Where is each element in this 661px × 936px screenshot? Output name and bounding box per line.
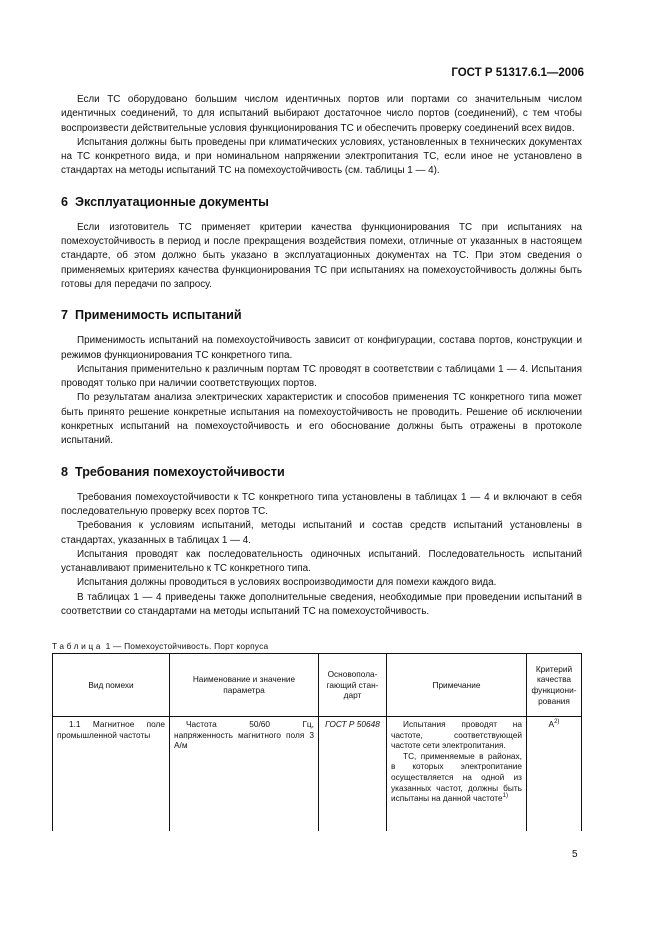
cell-performance-criterion <box>527 717 582 832</box>
paragraph: Если изготовитель ТС применяет критерии качества функционирования ТС при испытаниях на помехоустойчивость в период и после прекращения воздействия помехи, отличные от указанных в настоящем стандарте, об этом должно быть указано в эксплуатационных документах на ТС. При этом сведения о применяемых критериях качества функционирования ТС при испытаниях на помехоустойчивость должны быть готовы для передачи по запросу. <box>61 221 582 290</box>
header-parameter: Наименование и значение параметра <box>170 654 319 717</box>
section-number: 8 <box>61 464 69 479</box>
paragraph: Если ТС оборудовано большим числом идентичных портов или портами со значительным числом идентичных соединений, то для испытаний выбирают достаточное число портов (соединений), с тем чтобы воспроизвести действительные условия функционирования ТС и обеспечить проверку соединений всех видов. <box>61 94 582 134</box>
section-heading-6 <box>61 195 582 209</box>
document-id: ГОСТ Р 51317.6.1—2006 <box>451 67 584 79</box>
header-performance-criterion: Критерий качества функциони-рования <box>527 654 582 717</box>
note-line: Испытания проводят на частоте, соответствующей частоте сети электропитания. <box>391 719 522 751</box>
paragraph: Применимость испытаний на помехоустойчивость зависит от конфигурации, состава портов, конструкции и режимов функционирования ТС конкретного типа. <box>61 335 582 361</box>
table-header-row <box>53 654 582 717</box>
paragraph: Испытания должны быть проведены при климатических условиях, установленных в технических документах на ТС конкретного вида, и при номинальном напряжении электропитания ТС, если иное не установлено в стандартах на методы испытаний ТС на помехоустойчивость (см. таблицы 1 — 4). <box>61 136 582 177</box>
section-title: Требования помехоустойчивости <box>75 464 285 479</box>
header-basic-standard: Основопола-гающий стан-дарт <box>319 654 387 717</box>
paragraph: Испытания проводят как последовательность одиночных испытаний. Последовательность испытаний устанавливают применительно к ТС конкретного типа. <box>61 548 582 575</box>
table-caption <box>52 641 268 651</box>
cell-basic-standard: ГОСТ Р 50648 <box>319 717 387 832</box>
paragraph: Требования к условиям испытаний, методы испытаний и состав средств испытаний установлены в стандартах, указанных в таблицах 1 — 4. <box>61 520 582 546</box>
section-number: 6 <box>61 194 69 209</box>
footnote-ref: 2) <box>554 719 560 725</box>
footnote-ref: 1) <box>502 793 508 800</box>
section-title: Эксплуатационные документы <box>75 194 269 209</box>
section-heading-8 <box>61 465 582 479</box>
header-note: Примечание <box>387 654 527 717</box>
page-number: 5 <box>572 849 578 860</box>
immunity-table <box>52 653 582 831</box>
cell-note <box>387 717 527 832</box>
section-title: Применимость испытаний <box>75 308 242 323</box>
note-line <box>391 751 522 804</box>
paragraph: В таблицах 1 — 4 приведены также дополнительные сведения, необходимые при проведении испытаний в соответствии со стандартами на методы испытаний ТС на помехоустойчивость. <box>61 591 582 618</box>
header-disturbance-type: Вид помехи <box>53 654 170 717</box>
document-body <box>61 93 582 619</box>
criterion-value: A <box>548 719 555 729</box>
table-caption-word: Таблица <box>52 641 104 651</box>
paragraph: По результатам анализа электрических характеристик и способов применения ТС конкретного типа может быть принято решение конкретные испытания на помехоустойчивость не проводить. Решение об исключении конкретных испытаний на помехоустойчивость и его обоснование должны быть отражены в протоколе испытаний. <box>61 392 582 447</box>
section-heading-7 <box>61 308 582 322</box>
section-number: 7 <box>61 308 69 323</box>
paragraph: Испытания должны проводиться в условиях воспроизводимости для помехи каждого вида. <box>77 577 497 589</box>
note-text: ТС, применяемые в районах, в которых электропитание осуществляется на одной из указанных частот, должны быть испытаны на данной частоте <box>391 750 522 804</box>
paragraph: Испытания применительно к различным портам ТС проводят в соответствии с таблицами 1 — 4. Испытания проводят только при наличии соответствующих портов. <box>61 363 582 390</box>
cell-disturbance-type: 1.1 Магнитное поле промышленной частоты <box>53 717 170 832</box>
paragraph: Требования помехоустойчивости к ТС конкретного типа установлены в таблицах 1 — 4 и включают в себя последовательную проверку всех портов ТС. <box>61 491 582 517</box>
cell-parameter: Частота 50/60 Гц, напряженность магнитного поля 3 А/м <box>170 717 319 832</box>
table-caption-text: 1 — Помехоустойчивость. Порт корпуса <box>105 641 269 651</box>
table-row <box>53 717 582 832</box>
